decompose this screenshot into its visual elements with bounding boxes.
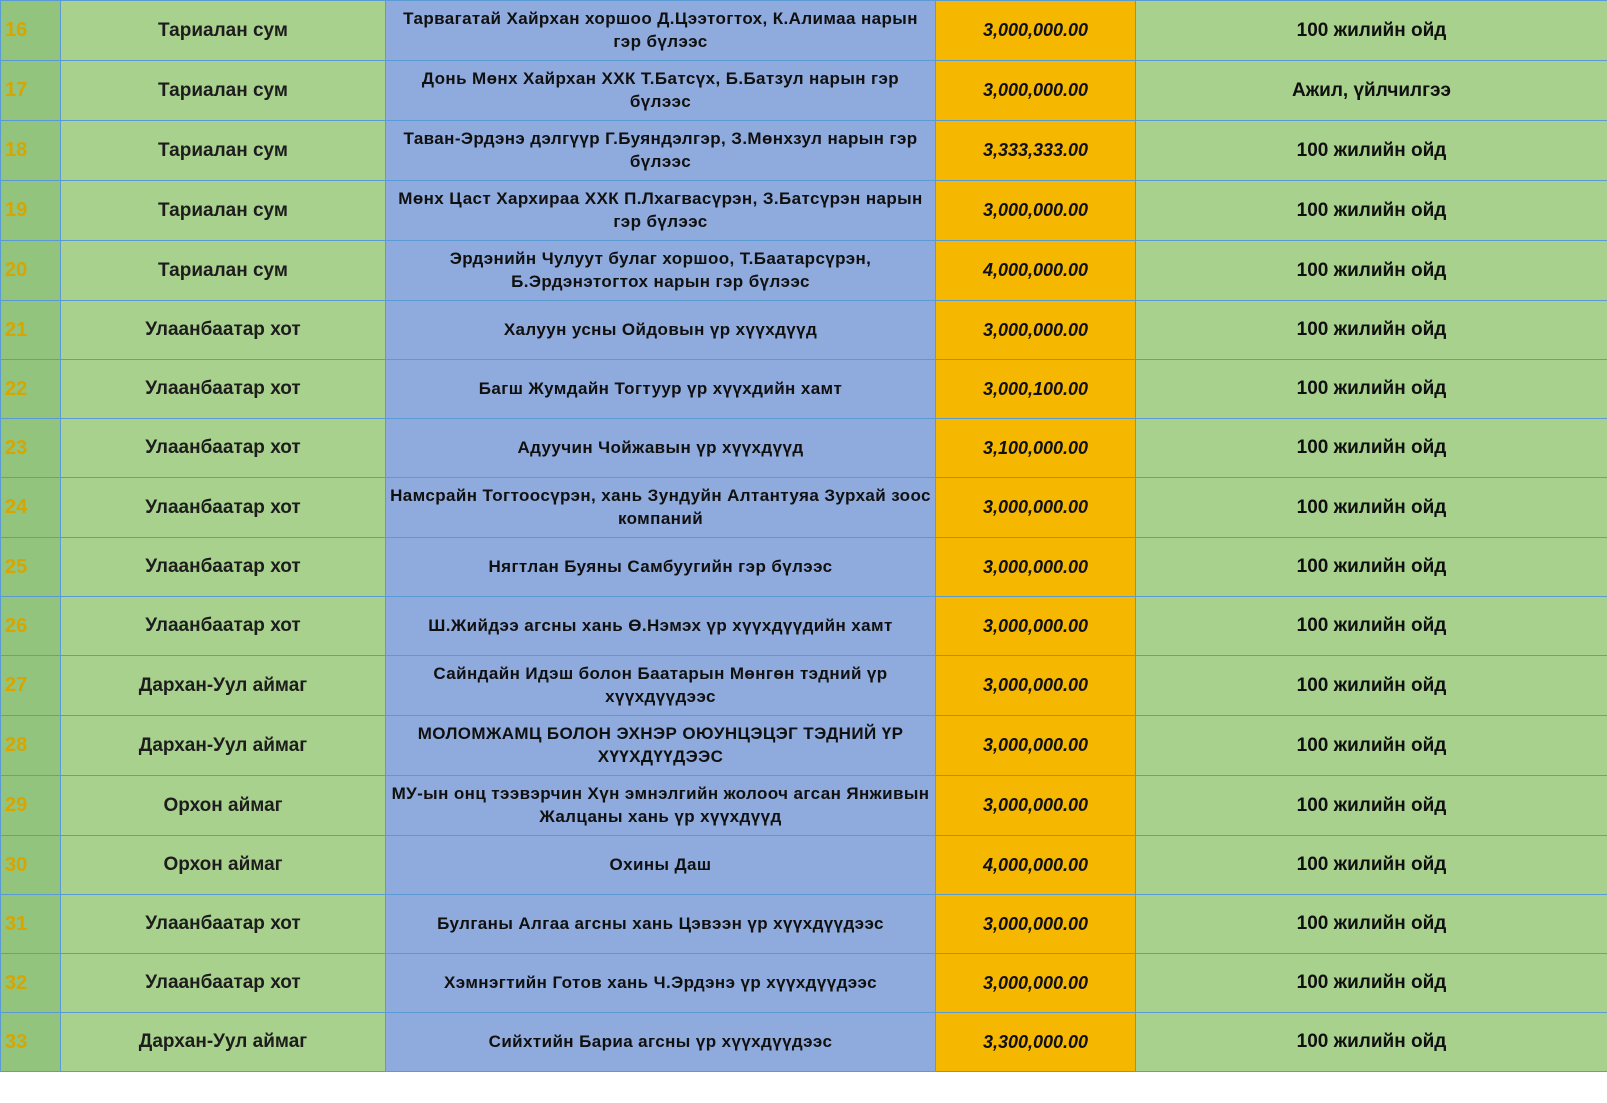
row-location-cell[interactable]: Улаанбаатар хот [61, 954, 386, 1013]
row-purpose-cell[interactable]: 100 жилийн ойд [1136, 181, 1607, 241]
row-purpose-cell[interactable]: 100 жилийн ойд [1136, 597, 1607, 656]
row-donor-cell[interactable]: МОЛОМЖАМЦ БОЛОН ЭХНЭР ОЮУНЦЭЦЭГ ТЭДНИЙ ҮР ХҮҮХДҮҮДЭЭС [386, 716, 936, 776]
row-index-cell[interactable]: 30 [1, 836, 61, 895]
row-index-cell[interactable]: 32 [1, 954, 61, 1013]
row-purpose-cell[interactable]: 100 жилийн ойд [1136, 656, 1607, 716]
row-amount-cell[interactable]: 3,000,000.00 [936, 61, 1136, 121]
row-index-cell[interactable]: 18 [1, 121, 61, 181]
row-location-cell[interactable]: Тариалан сум [61, 1, 386, 61]
row-amount-cell[interactable]: 3,000,000.00 [936, 538, 1136, 597]
row-location-cell[interactable]: Улаанбаатар хот [61, 360, 386, 419]
table-row [1, 241, 1607, 301]
row-donor-cell[interactable]: Нягтлан Буяны Самбуугийн гэр бүлээс [386, 538, 936, 597]
row-purpose-cell[interactable]: 100 жилийн ойд [1136, 954, 1607, 1013]
row-amount-cell[interactable]: 3,000,000.00 [936, 895, 1136, 954]
row-purpose-cell[interactable]: 100 жилийн ойд [1136, 360, 1607, 419]
table-row [1, 656, 1607, 716]
row-amount-cell[interactable]: 3,000,000.00 [936, 301, 1136, 360]
table-row [1, 538, 1607, 597]
row-donor-cell[interactable]: Хэмнэгтийн Готов хань Ч.Эрдэнэ үр хүүхдүүдээс [386, 954, 936, 1013]
table-row [1, 895, 1607, 954]
row-location-cell[interactable]: Улаанбаатар хот [61, 301, 386, 360]
row-index-cell[interactable]: 23 [1, 419, 61, 478]
row-purpose-cell[interactable]: 100 жилийн ойд [1136, 241, 1607, 301]
row-amount-cell[interactable]: 3,000,000.00 [936, 776, 1136, 836]
row-donor-cell[interactable]: МУ-ын онц тээвэрчин Хүн эмнэлгийн жолооч агсан Янживын Жалцаны хань үр хүүхдүүд [386, 776, 936, 836]
row-donor-cell[interactable]: Охины Даш [386, 836, 936, 895]
row-purpose-cell[interactable]: 100 жилийн ойд [1136, 1013, 1607, 1072]
table-body [1, 1, 1607, 1072]
row-donor-cell[interactable]: Халуун усны Ойдовын үр хүүхдүүд [386, 301, 936, 360]
row-index-cell[interactable]: 20 [1, 241, 61, 301]
row-index-cell[interactable]: 17 [1, 61, 61, 121]
row-donor-cell[interactable]: Намсрайн Тогтоосүрэн, хань Зундуйн Алтантуяа Зурхай зоос компаний [386, 478, 936, 538]
table-row [1, 181, 1607, 241]
row-purpose-cell[interactable]: 100 жилийн ойд [1136, 716, 1607, 776]
row-purpose-cell[interactable]: 100 жилийн ойд [1136, 121, 1607, 181]
row-donor-cell[interactable]: Тарвагатай Хайрхан хоршоо Д.Цээтогтох, К.Алимаа нарын гэр бүлээс [386, 1, 936, 61]
row-location-cell[interactable]: Тариалан сум [61, 181, 386, 241]
table-row [1, 478, 1607, 538]
row-index-cell[interactable]: 33 [1, 1013, 61, 1072]
row-purpose-cell[interactable]: 100 жилийн ойд [1136, 419, 1607, 478]
table-row [1, 836, 1607, 895]
row-index-cell[interactable]: 21 [1, 301, 61, 360]
row-amount-cell[interactable]: 3,333,333.00 [936, 121, 1136, 181]
row-amount-cell[interactable]: 4,000,000.00 [936, 241, 1136, 301]
row-amount-cell[interactable]: 3,300,000.00 [936, 1013, 1136, 1072]
row-purpose-cell[interactable]: 100 жилийн ойд [1136, 538, 1607, 597]
row-amount-cell[interactable]: 3,100,000.00 [936, 419, 1136, 478]
row-amount-cell[interactable]: 4,000,000.00 [936, 836, 1136, 895]
row-purpose-cell[interactable]: 100 жилийн ойд [1136, 478, 1607, 538]
table-row [1, 301, 1607, 360]
row-location-cell[interactable]: Улаанбаатар хот [61, 478, 386, 538]
row-amount-cell[interactable]: 3,000,000.00 [936, 181, 1136, 241]
row-amount-cell[interactable]: 3,000,000.00 [936, 716, 1136, 776]
row-donor-cell[interactable]: Ш.Жийдээ агсны хань Ө.Нэмэх үр хүүхдүүдийн хамт [386, 597, 936, 656]
row-amount-cell[interactable]: 3,000,000.00 [936, 478, 1136, 538]
row-index-cell[interactable]: 16 [1, 1, 61, 61]
table-row [1, 61, 1607, 121]
row-donor-cell[interactable]: Адуучин Чойжавын үр хүүхдүүд [386, 419, 936, 478]
row-location-cell[interactable]: Улаанбаатар хот [61, 895, 386, 954]
table-row [1, 360, 1607, 419]
row-donor-cell[interactable]: Багш Жумдайн Тогтуур үр хүүхдийн хамт [386, 360, 936, 419]
table-row [1, 1, 1607, 61]
row-index-cell[interactable]: 19 [1, 181, 61, 241]
row-location-cell[interactable]: Тариалан сум [61, 121, 386, 181]
row-index-cell[interactable]: 27 [1, 656, 61, 716]
row-index-cell[interactable]: 24 [1, 478, 61, 538]
table-row [1, 776, 1607, 836]
row-location-cell[interactable]: Тариалан сум [61, 61, 386, 121]
row-donor-cell[interactable]: Сайндайн Идэш болон Баатарын Мөнгөн тэдний үр хүүхдүүдээс [386, 656, 936, 716]
table-row [1, 419, 1607, 478]
table-row [1, 121, 1607, 181]
row-amount-cell[interactable]: 3,000,100.00 [936, 360, 1136, 419]
row-index-cell[interactable]: 28 [1, 716, 61, 776]
row-location-cell[interactable]: Орхон аймаг [61, 836, 386, 895]
row-location-cell[interactable]: Тариалан сум [61, 241, 386, 301]
table-row [1, 954, 1607, 1013]
row-donor-cell[interactable]: Булганы Алгаа агсны хань Цэвээн үр хүүхдүүдээс [386, 895, 936, 954]
row-donor-cell[interactable]: Мөнх Цаст Хархираа ХХК П.Лхагвасүрэн, З.Батсүрэн нарын гэр бүлээс [386, 181, 936, 241]
row-donor-cell[interactable]: Таван-Эрдэнэ дэлгүүр Г.Буяндэлгэр, З.Мөнхзул нарын гэр бүлээс [386, 121, 936, 181]
row-location-cell[interactable]: Дархан-Уул аймаг [61, 716, 386, 776]
row-donor-cell[interactable]: Эрдэнийн Чулуут булаг хоршоо, Т.Баатарсүрэн, Б.Эрдэнэтогтох нарын гэр бүлээс [386, 241, 936, 301]
row-purpose-cell[interactable]: 100 жилийн ойд [1136, 776, 1607, 836]
table-row [1, 597, 1607, 656]
row-donor-cell[interactable]: Сийхтийн Бариа агсны үр хүүхдүүдээс [386, 1013, 936, 1072]
row-index-cell[interactable]: 29 [1, 776, 61, 836]
row-amount-cell[interactable]: 3,000,000.00 [936, 597, 1136, 656]
row-location-cell[interactable]: Дархан-Уул аймаг [61, 1013, 386, 1072]
row-purpose-cell[interactable]: 100 жилийн ойд [1136, 895, 1607, 954]
row-location-cell[interactable]: Улаанбаатар хот [61, 597, 386, 656]
row-purpose-cell[interactable]: 100 жилийн ойд [1136, 301, 1607, 360]
row-purpose-cell[interactable]: 100 жилийн ойд [1136, 1, 1607, 61]
table-row [1, 716, 1607, 776]
row-location-cell[interactable]: Дархан-Уул аймаг [61, 656, 386, 716]
row-index-cell[interactable]: 22 [1, 360, 61, 419]
row-location-cell[interactable]: Улаанбаатар хот [61, 538, 386, 597]
row-index-cell[interactable]: 26 [1, 597, 61, 656]
row-location-cell[interactable]: Улаанбаатар хот [61, 419, 386, 478]
table-row [1, 1013, 1607, 1072]
row-purpose-cell[interactable]: 100 жилийн ойд [1136, 836, 1607, 895]
row-location-cell[interactable]: Орхон аймаг [61, 776, 386, 836]
row-index-cell[interactable]: 31 [1, 895, 61, 954]
row-amount-cell[interactable]: 3,000,000.00 [936, 656, 1136, 716]
row-donor-cell[interactable]: Донь Мөнх Хайрхан ХХК Т.Батсүх, Б.Батзул нарын гэр бүлээс [386, 61, 936, 121]
row-index-cell[interactable]: 25 [1, 538, 61, 597]
row-amount-cell[interactable]: 3,000,000.00 [936, 954, 1136, 1013]
row-amount-cell[interactable]: 3,000,000.00 [936, 1, 1136, 61]
row-purpose-cell[interactable]: Ажил, үйлчилгээ [1136, 61, 1607, 121]
